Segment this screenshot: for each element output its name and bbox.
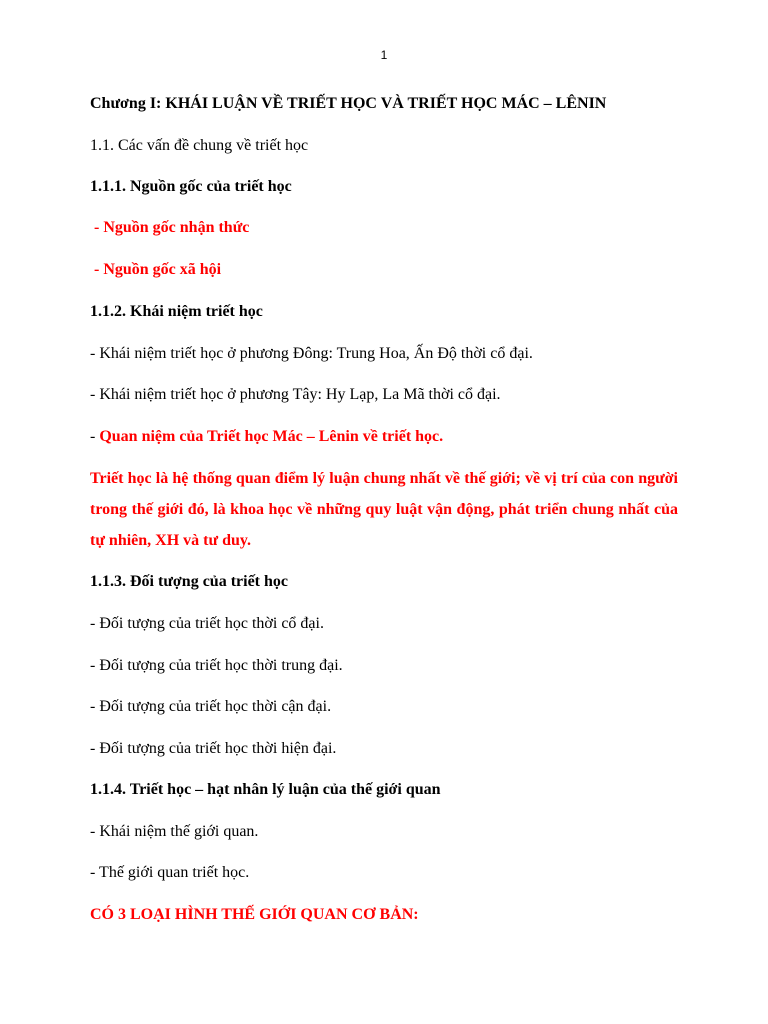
highlighted-text: Quan niệm của Triết học Mác – Lênin về triết học. — [99, 428, 444, 445]
definition-paragraph: Triết học là hệ thống quan điểm lý luận chung nhất về thế giới; về vị trí của con người trong thế giới đó, là khoa học về những quy luật vận động, phát triển chung nhất của tự nhiên, XH và tư duy. — [90, 470, 678, 549]
section-heading-1-1-2: 1.1.2. Khái niệm triết học — [90, 303, 263, 320]
list-item: - Đối tượng của triết học thời cận đại. — [90, 698, 332, 715]
list-item: - Thế giới quan triết học. — [90, 864, 250, 881]
page-number: 1 — [380, 48, 388, 62]
list-item — [90, 425, 678, 449]
list-item: - Nguồn gốc nhận thức — [94, 219, 250, 236]
list-dash: - — [90, 428, 100, 445]
section-heading-1-1: 1.1. Các vấn đề chung về triết học — [90, 137, 309, 154]
chapter-title: Chương I: KHÁI LUẬN VỀ TRIẾT HỌC VÀ TRIẾT HỌC MÁC – LÊNIN — [90, 95, 607, 112]
list-item: - Đối tượng của triết học thời hiện đại. — [90, 740, 337, 757]
section-heading-1-1-4: 1.1.4. Triết học – hạt nhân lý luận của thế giới quan — [90, 781, 441, 798]
list-item: - Đối tượng của triết học thời cổ đại. — [90, 615, 324, 632]
list-item: - Khái niệm thế giới quan. — [90, 823, 259, 840]
list-item: - Nguồn gốc xã hội — [94, 261, 222, 278]
section-heading-1-1-1: 1.1.1. Nguồn gốc của triết học — [90, 178, 292, 195]
closing-heading: CÓ 3 LOẠI HÌNH THẾ GIỚI QUAN CƠ BẢN: — [90, 906, 419, 923]
list-item: - Đối tượng của triết học thời trung đại. — [90, 657, 343, 674]
list-item: - Khái niệm triết học ở phương Tây: Hy Lạp, La Mã thời cổ đại. — [90, 386, 501, 403]
section-heading-1-1-3: 1.1.3. Đối tượng của triết học — [90, 573, 288, 590]
list-item: - Khái niệm triết học ở phương Đông: Trung Hoa, Ấn Độ thời cổ đại. — [90, 345, 533, 362]
